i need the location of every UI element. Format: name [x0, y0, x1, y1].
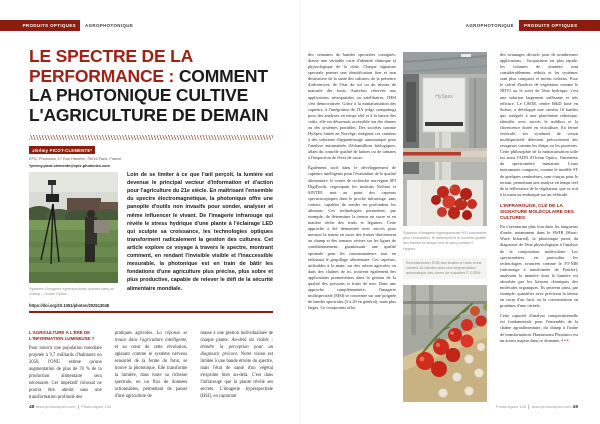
right-col3-para3-text: Cette capacité d'analyse compositionnelle est fondamentale pour l'ensemble de la chaîne agroalimentaire, du champ à l'usine de transformation. Hamamatsu Photonics est un acteur majeur dans ce domaine,	[500, 313, 578, 343]
right-col3-para3	[500, 313, 578, 344]
continuation-dots: •••	[561, 338, 570, 344]
col2-italic: La réponse se trouve dans l'agriculture intelligente	[114, 331, 188, 344]
hatched-divider	[29, 135, 273, 140]
body-text-col1: Pour nourrir une population mondiale projetée à 9,7 milliards d'habitants en 2050, l'ONU estime qu'une augmentation de plus de 70 % de la production alimentaire sera nécessaire. Cet impératif colossal ne pourra être atteint sans une transformation profonde des	[29, 345, 102, 400]
footer-left-text[interactable]: www.photoniques.com ❙ Photoniques 130	[35, 404, 112, 409]
section-tab-label: PRODUITS OPTIQUES	[524, 23, 578, 28]
right-col1-para1: des centaines de bandes spectrales contiguës, dresse une véritable carte d'identité chimique et physiologique de la cible. Chaque signature spectrale permet une identification fine et non destructive de la santé des cultures, de la présence d'adventices, de l'état du sol ou du niveau de maturité des fruits. Autrefois réservée aux applications aérospatiales ou satellitaires, l'HSI s'est démocratisée. Grâce à la miniaturisation des capteurs, à l'intégration de l'IA (edge computing) pour des analyses en temps réel et à la baisse des coûts, elle est désormais accessible sur des drones ou des systèmes portables. Des sociétés comme HySpex, basée en Norvège, intègrent ces caméras à des solutions d'apprentissage automatique pour l'analyse automatisée d'échantillons biologiques, allant du contrôle qualité de laitues ou de tomates à l'inspection de fèves de cacao.	[308, 52, 396, 161]
page-number-left: 48	[29, 405, 35, 410]
left-column-3	[200, 330, 273, 401]
footer-left	[29, 404, 111, 410]
doi-link[interactable]: https://doi.org/10.1051/photon/202513048	[29, 303, 110, 308]
col2-pre: pratiques agricoles.	[114, 331, 157, 336]
section-tab-right	[519, 20, 600, 31]
footer-right	[496, 404, 578, 410]
field-photo-caption: Système d'imagerie hyperspectrale opérant dans un champ – Ocean Optics	[29, 287, 115, 297]
infrared-section-heading: L'INFRAROUGE, CLÉ DE LA SIGNATURE MOLÉCULAIRE DES CULTURES	[500, 202, 574, 221]
device-brand-label: HySpex	[435, 94, 453, 100]
tomato-photo	[403, 285, 487, 402]
article-lead-paragraph: Loin de se limiter à ce que l'œil perçoit, la lumière est devenue le principal vecteur d'information et d'action pour l'agriculture du 21e siècle. En maîtrisant l'ensemble du spectre électromagnétique, la photonique offre une panoplie d'outils non invasifs pour sonder, analyser et même influencer le vivant. De l'imagerie infrarouge qui révèle le stress hydrique d'une plante à l'éclairage LED qui sculpte sa croissance, les technologies optiques transforment radicalement la gestion des cultures. Cet article explore ce voyage à travers le spectre, montrant comment, en rendant l'invisible visible et l'inaccessible mesurable, la photonique est en train de bâtir les fondations d'une agriculture plus précise, plus sobre et plus productive, capable de relever le défi de la sécurité alimentaire mondiale.	[127, 172, 273, 292]
page-gutter	[299, 0, 301, 424]
author-email-link[interactable]: *jeremy.picot-clemente@epic-photonics.com	[29, 163, 110, 168]
article-title-red: LE SPECTRE DE LA PERFORMANCE :	[29, 46, 193, 86]
hyspex-photo-caption: Système d'imagerie hyperspectrale HSI automatisé pour l'évaluation, le traitement et le contrôle qualité des fraises en temps réel et sans contact © Hyspex.	[403, 231, 487, 251]
col3-pre: masse à une gestion individualisée de chaque plante.	[200, 331, 274, 344]
left-page-columns	[29, 330, 273, 401]
left-column-2	[115, 330, 188, 401]
footer-right-text[interactable]: Photoniques 130 ❙ www.photoniques.com	[495, 404, 572, 409]
col3-subhead: Au-delà du visible : étendre la perception pour un diagnostic précoce.	[200, 338, 274, 358]
rubric-label-left: AGROPHOTONIQUE	[85, 23, 134, 28]
page-number-right: 49	[572, 405, 578, 410]
field-photo	[29, 172, 118, 283]
right-column-3	[500, 52, 578, 345]
field-photo-graphic	[29, 172, 118, 283]
author-affiliation: EPIC Photonics, 17 Rue Hamelin, 75016 Paris, France	[29, 157, 122, 161]
col3-post: Notre vision est limitée à une bande étroite du spectre, mais l'état de santé d'un végétal s'exprime bien au-delà. C'est dans l'infrarouge que la plante révèle ses secrets. L'imagerie hyperspectrale (HSI), en capturant	[200, 352, 274, 400]
hyspex-strawberry-photo	[403, 52, 487, 226]
right-col3-para2: En s'aventurant plus loin dans les longueurs d'onde, notamment dans le SWIR (Short-Wave Infrared), la photonique passe du diagnostic de l'état physiologique à l'analyse de la composition moléculaire. Les spectromètres, en particulier les technologies avancées comme le FT-NIR (infrarouge à transformée de Fourier), analysent la manière dont la lumière est absorbée par les liaisons chimiques des molécules organiques. Ils peuvent ainsi, par exemple, quantifier avec précision la teneur en sucre d'un fruit, ou la concentration en protéines d'une céréale.	[500, 224, 578, 309]
right-column-1	[308, 52, 396, 311]
rubric-label-right: AGROPHOTONIQUE	[465, 23, 514, 28]
article-title-black: COMMENT LA PHOTONIQUE CULTIVE L'AGRICULTURE DE DEMAIN	[29, 65, 269, 125]
article-title	[29, 47, 274, 125]
right-col1-para2: Également actif dans le développement de capteurs intelligents pour l'évaluation de la qualité alimentaire, le centre de recherche norvégien SFI DigiFoods, regroupant les instituts Nofima et SINTEF, met au point des capteurs spectroscopiques dans le proche infrarouge, sans contact, capables de sonder en profondeur les aliments. Ces technologies permettent, par exemple, de déterminer la teneur en sucre et en matière sèche des fruits et légumes. Cette approche a été démontrée avec succès pour mesurer la teneur en sucre des fraises directement au champ et des tomates cerises sur les lignes de conditionnement, garantissant une qualité optimale pour les consommateurs tout en réduisant le gaspillage alimentaire. Ces capteurs, utilisables à la main, sur des robots agricoles ou dans des chaînes de tri, trouvent également des applications prometteuses dans la gestion de la qualité des poissons et fruits de mer. Dans une approche complémentaire, l'imagerie multispectrale (MSI) se concentre sur une poignée de bandes spectrales (3 à 20 en général), mais plus larges. Ce compromis offre	[308, 165, 396, 311]
section-heading: L'AGRICULTURE À L'ÈRE DE L'INFORMATION LUMINEUSE ?	[29, 330, 95, 341]
left-column-1	[29, 330, 102, 401]
section-tab-left	[0, 20, 80, 31]
author-name: Jérémy PICOT-CLEMENTE*	[29, 146, 95, 154]
right-col3-para1: des avantages décisifs pour de nombreuses applications : l'acquisition est plus rapide, les volumes de données sont considérablement réduits et les systèmes sont plus compacts et moins coûteux. Pour le calcul d'indices de végétation comme le NDVI ou le suivi de l'état hydrique, c'est une solution largement suffisante et très efficace. Le CSEM, centre R&D basé en Suisse, a développé une caméra 16 bandes qui, intégrée à une plateforme robotique, identifie avec succès le mildiou et la flavescence dorée en viticulture. En ferme verticale, ses systèmes de vision multispectrale détectent précocement des ravageurs comme les thrips ou les pucerons. Cette philosophie de la miniaturisation utile est aussi l'ADN d'Ocean Optics, l'inventeur du spectromètre miniature. Leurs instruments compacts, comme le modèle ST de quelques centimètres, sont conçus pour le terrain, permettant une analyse en temps réel de la réflectance de la végétation, que ce soit à la main ou embarqué sur un véhicule.	[500, 52, 578, 197]
section-tab-label: PRODUITS OPTIQUES	[22, 23, 76, 28]
col2-post: , et au cœur de cette révolution, agissant comme le système nerveux sensoriel de la ferme du futur, se trouve la photonique. Elle transforme la lumière, dans toute sa richesse spectrale, en un flux de données actionnables, permettant de passer d'une agriculture de	[114, 338, 188, 400]
body-text-col3	[200, 330, 273, 400]
right-photo-column	[403, 52, 487, 402]
body-text-col2	[115, 330, 188, 400]
red-divider-rule	[29, 311, 273, 313]
csem-figure-caption: Reconstruction RGB des feuilles à l'aide d'une caméra 16 bandes avec une segmentation automatique des zones de maladies © CSEM	[403, 258, 487, 280]
